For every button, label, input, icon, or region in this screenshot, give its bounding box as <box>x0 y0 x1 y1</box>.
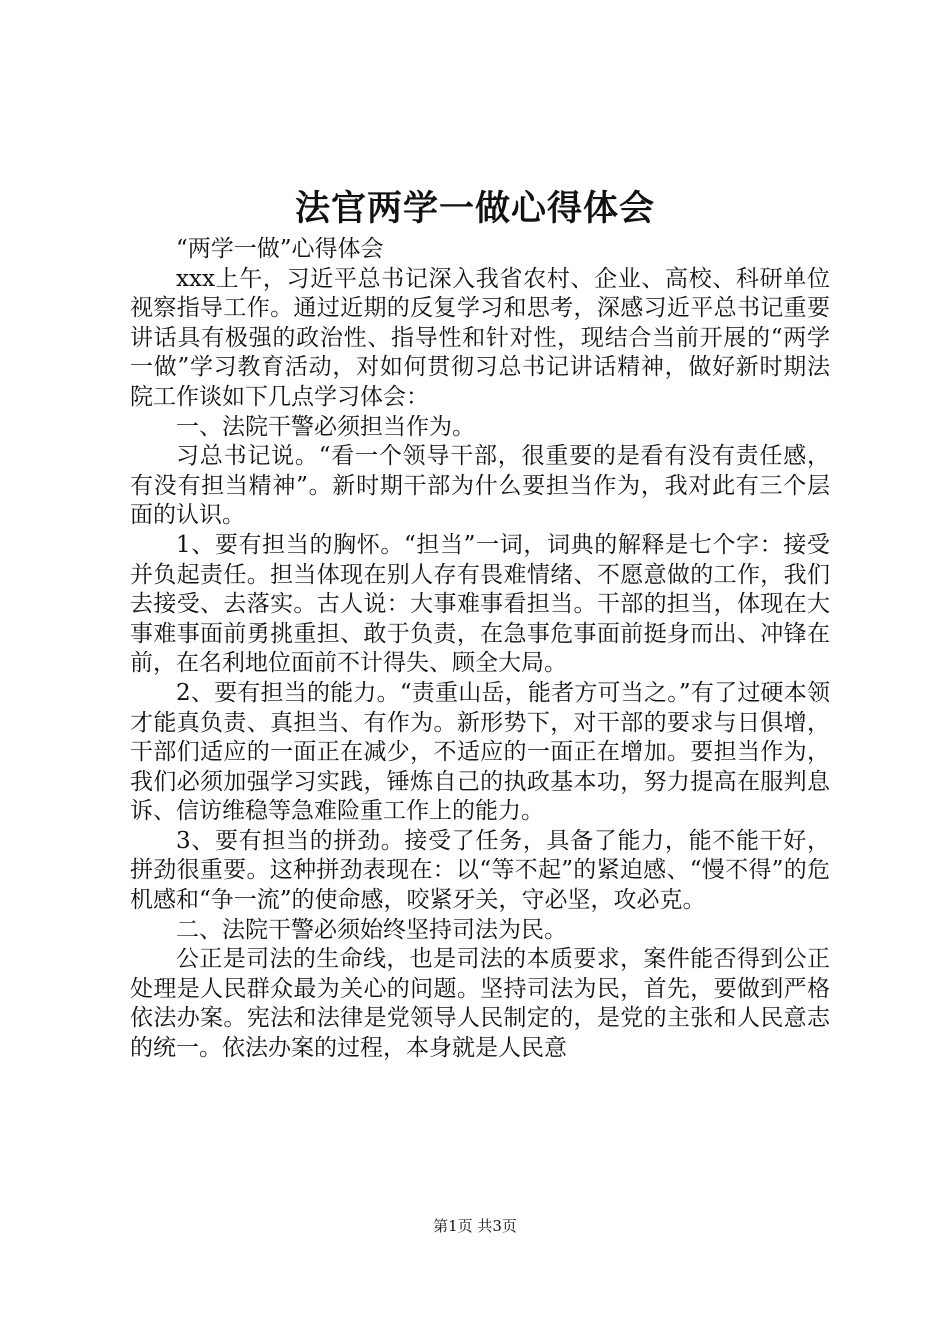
point-2-paragraph: 2、要有担当的能力。“责重山岳，能者方可当之。”有了过硬本领才能真负责、真担当、有作为。新形势下，对干部的要求与日俱增，干部们适应的一面正在减少，不适应的一面正在增加。要担当作为，我们必须加强学习实践，锤炼自己的执政基本功，努力提高在服判息诉、信访维稳等急难险重工作上的能力。 <box>130 679 830 825</box>
section-heading-1: 一、法院干警必须担当作为。 <box>176 413 475 440</box>
intro-paragraph: xxx上午，习近平总书记深入我省农村、企业、高校、科研单位视察指导工作。通过近期的反复学习和思考，深感习近平总书记重要讲话具有极强的政治性、指导性和针对性，现结合当前开展的“两学一做”学习教育活动，对如何贯彻习总书记讲话精神，做好新时期法院工作谈如下几点学习体会： <box>130 265 830 410</box>
page-footer: 第1页 共3页 <box>433 1217 517 1235</box>
document-body <box>130 235 830 1064</box>
point-1-paragraph: 1、要有担当的胸怀。“担当”一词，词典的解释是七个字：接受并负起责任。担当体现在别人存有畏难情绪、不愿意做的工作，我们去接受、去落实。古人说：大事难事看担当。干部的担当，体现在大事难事面前勇挑重担、敢于负责，在急事危事面前挺身而出、冲锋在前，在名利地位面前不计得失、顾全大局。 <box>130 531 830 677</box>
document-title: 法官两学一做心得体会 <box>294 188 655 229</box>
body-paragraph: 习总书记说。“看一个领导干部，很重要的是看有没有责任感，有没有担当精神”。新时期干部为什么要担当作为，我对此有三个层面的认识。 <box>130 443 830 529</box>
body-paragraph: 公正是司法的生命线，也是司法的本质要求，案件能否得到公正处理是人民群众最为关心的问题。坚持司法为民，首先，要做到严格依法办案。宪法和法律是党领导人民制定的，是党的主张和人民意志的统一。依法办案的过程，本身就是人民意 <box>130 946 830 1062</box>
subtitle-paragraph: “两学一做”心得体会 <box>176 236 384 262</box>
point-3-paragraph: 3、要有担当的拼劲。接受了任务，具备了能力，能不能干好，拼劲很重要。这种拼劲表现在：以“等不起”的紧迫感、“慢不得”的危机感和“争一流”的使命感，咬紧牙关，守必坚，攻必克。 <box>130 827 830 914</box>
section-heading-2: 二、法院干警必须始终坚持司法为民。 <box>176 916 567 943</box>
